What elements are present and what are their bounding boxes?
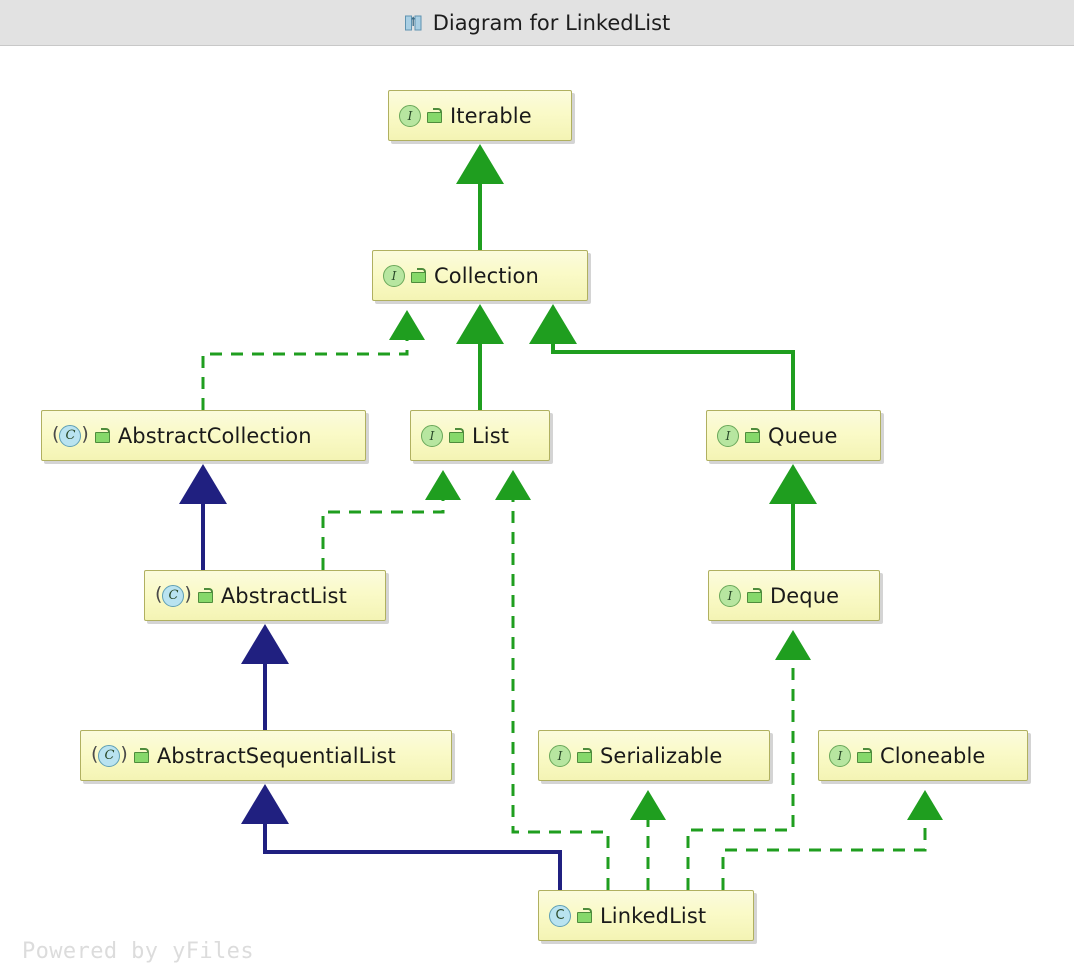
public-lock-icon <box>411 268 425 283</box>
interface-badge-icon: I <box>719 585 741 607</box>
edge-linkedlist-abstractsequentiallist <box>265 808 560 890</box>
public-lock-icon <box>747 588 761 603</box>
yfiles-watermark: Powered by yFiles <box>22 939 254 964</box>
interface-badge-icon: I <box>399 105 421 127</box>
node-collection[interactable] <box>372 250 588 301</box>
public-lock-icon <box>427 108 441 123</box>
public-lock-icon <box>577 908 591 923</box>
node-cloneable[interactable] <box>818 730 1028 781</box>
node-label: Serializable <box>600 743 723 768</box>
node-label: AbstractSequentialList <box>156 743 396 768</box>
node-label: List <box>472 423 510 448</box>
node-abstract-list[interactable] <box>144 570 386 621</box>
node-serializable[interactable] <box>538 730 770 781</box>
edge-linkedlist-cloneable <box>723 808 925 890</box>
public-lock-icon <box>134 748 148 763</box>
node-label: Queue <box>768 423 838 448</box>
abstract-class-badge-icon: ( C ) <box>91 743 128 765</box>
edge-abstractcollection-collection <box>203 328 407 410</box>
interface-badge-icon: I <box>717 425 739 447</box>
edge-linkedlist-list <box>513 488 608 890</box>
diagram-edges <box>0 46 1074 980</box>
interface-badge-icon: I <box>383 265 405 287</box>
class-badge-icon: C <box>549 905 571 927</box>
public-lock-icon <box>95 428 109 443</box>
node-list[interactable] <box>410 410 550 461</box>
node-iterable[interactable] <box>388 90 572 141</box>
edge-queue-collection <box>553 328 793 410</box>
interface-badge-icon: I <box>549 745 571 767</box>
node-queue[interactable] <box>706 410 881 461</box>
node-label: Deque <box>770 583 840 608</box>
interface-badge-icon: I <box>421 425 443 447</box>
public-lock-icon <box>577 748 591 763</box>
hierarchy-diagram-icon <box>404 13 424 33</box>
abstract-class-badge-icon: ( C ) <box>52 423 89 445</box>
edge-abstractlist-list <box>323 488 443 570</box>
node-abstract-collection[interactable] <box>41 410 366 461</box>
node-label: LinkedList <box>600 903 707 928</box>
node-abstract-sequential-list[interactable] <box>80 730 452 781</box>
diagram-canvas[interactable] <box>0 46 1074 980</box>
node-label: Collection <box>434 263 539 288</box>
public-lock-icon <box>745 428 759 443</box>
public-lock-icon <box>449 428 463 443</box>
node-label: AbstractCollection <box>117 423 312 448</box>
abstract-class-badge-icon: ( C ) <box>155 583 192 605</box>
node-deque[interactable] <box>708 570 880 621</box>
node-label: AbstractList <box>220 583 347 608</box>
node-label: Cloneable <box>880 743 986 768</box>
window-titlebar <box>0 0 1074 46</box>
public-lock-icon <box>857 748 871 763</box>
interface-badge-icon: I <box>829 745 851 767</box>
node-linked-list[interactable] <box>538 890 754 941</box>
page-title: Diagram for LinkedList <box>432 10 671 35</box>
public-lock-icon <box>198 588 212 603</box>
node-label: Iterable <box>450 103 532 128</box>
